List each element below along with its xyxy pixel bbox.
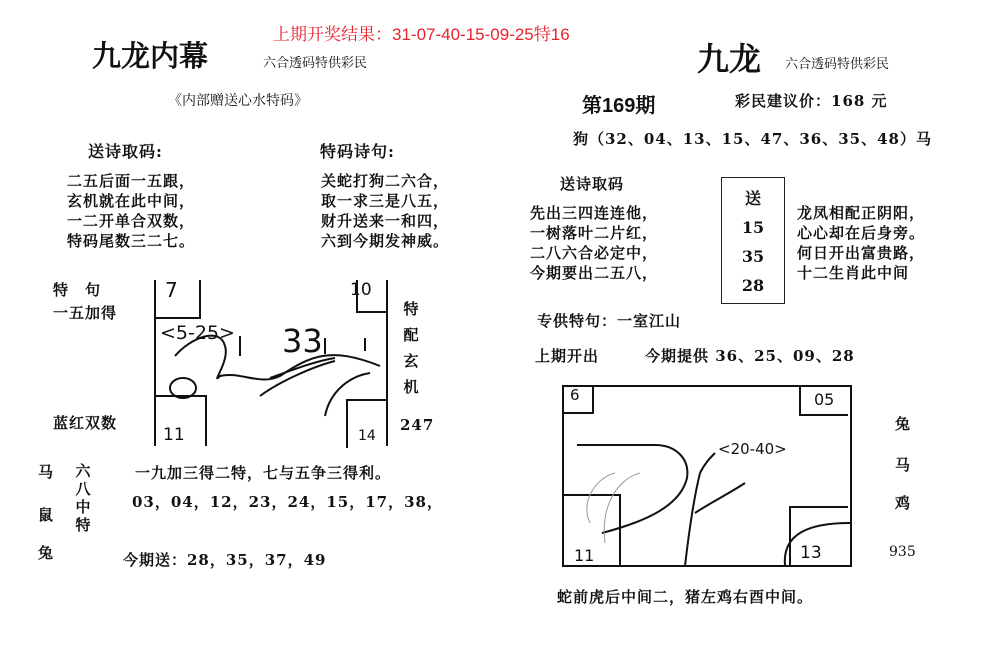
- riddle: 一九加三得二特，七与五争三得利。: [135, 464, 392, 482]
- zodiac: 兔: [38, 544, 55, 562]
- sketch-right: [560, 383, 856, 569]
- corner-bl: 11: [163, 425, 185, 445]
- special-verse: 专供特句：一室江山: [537, 312, 682, 330]
- special-text: 一五加得: [53, 304, 118, 322]
- poem-line: 特码尾数三二七。: [67, 232, 196, 250]
- poem-line: 取一求三是八五，: [321, 192, 450, 210]
- poem-line: 关蛇打狗二六合，: [321, 172, 450, 190]
- corner-tr: 05: [814, 390, 835, 409]
- poem-line: 心心却在后身旁。: [797, 224, 926, 242]
- poem-line: 十二生肖此中间: [797, 264, 910, 282]
- special-label: 特 句: [53, 281, 102, 299]
- color-hint: 蓝红双数: [53, 414, 118, 432]
- side-number: 935: [889, 544, 916, 560]
- poem-line: 一树落叶二片红，: [530, 224, 659, 242]
- poem-line: 何日开出富贵路，: [797, 244, 926, 262]
- gift-title: 《内部赠送心水特码》: [168, 93, 308, 109]
- poem1: [67, 171, 195, 251]
- right-poem-right: [797, 203, 925, 283]
- poem-line: 玄机就在此中间，: [67, 192, 196, 210]
- vertical-hint: 六八中特: [75, 462, 91, 534]
- issue-number: 第169期: [582, 95, 656, 117]
- poem-line: 一二开单合双数，: [67, 212, 196, 230]
- sketch-number: 33: [282, 322, 323, 360]
- price: 彩民建议价：168 元: [735, 92, 888, 110]
- zodiac: 鼠: [38, 506, 55, 524]
- poem-line: 先出三四连连他，: [530, 204, 659, 222]
- zodiac: 马: [895, 456, 912, 474]
- send-number: 15: [741, 218, 765, 237]
- send-box: [721, 177, 785, 304]
- right-poem-left: [530, 203, 658, 283]
- corner-bl: 11: [574, 546, 595, 565]
- last-result: 上期开奖结果：31-07-40-15-09-25特16: [273, 25, 570, 44]
- poem2: [321, 171, 449, 251]
- zodiac: 鸡: [895, 494, 912, 512]
- right-poem-title: 送诗取码: [560, 175, 625, 193]
- zodiac: 兔: [895, 415, 912, 433]
- last-out: 上期开出: [535, 347, 600, 365]
- corner-tr: 10: [350, 280, 372, 300]
- left-title: 九龙内幕: [92, 39, 209, 73]
- send-number: 28: [741, 276, 765, 295]
- right-title: 九龙: [697, 40, 762, 78]
- left-subtitle: 六合透码特供彩民: [263, 56, 368, 71]
- today-provide: 今期提供 36、25、09、28: [645, 347, 855, 365]
- zodiac: 马: [38, 463, 55, 481]
- sketch-range: <20-40>: [718, 440, 787, 458]
- poem-line: 六到今期发神威。: [321, 232, 450, 250]
- side-number: 247: [400, 416, 435, 434]
- sketch-left: [150, 276, 392, 448]
- poem-line: 龙凤相配正阴阳，: [797, 204, 926, 222]
- corner-br: 13: [800, 543, 822, 563]
- corner-tl: 7: [165, 278, 178, 302]
- right-subtitle: 六合透码特供彩民: [785, 57, 890, 72]
- poem-line: 今期要出二五八，: [530, 264, 659, 282]
- send-label: 送: [744, 189, 761, 208]
- poem-line: 财升送来一和四，: [321, 212, 450, 230]
- numbers: 03，04，12，23，24，15，17，38，: [132, 493, 443, 511]
- caption: 蛇前虎后中间二，猪左鸡右酉中间。: [557, 588, 814, 606]
- poem-line: 二八六合必定中，: [530, 244, 659, 262]
- send-number: 35: [741, 247, 765, 266]
- poem-line: 二五后面一五跟，: [67, 172, 196, 190]
- corner-tl: 6: [570, 386, 580, 404]
- sketch-range: <5-25>: [160, 322, 235, 344]
- poem2-title: 特码诗句:: [320, 142, 395, 161]
- side-vertical: 特配玄机: [403, 300, 419, 396]
- corner-br: 14: [358, 428, 376, 444]
- today-send: 今期送：28，35，37，49: [123, 551, 327, 569]
- zodiac-numbers: 狗（32、04、13、15、47、36、35、48）马: [573, 130, 932, 148]
- poem1-title: 送诗取码:: [88, 142, 163, 161]
